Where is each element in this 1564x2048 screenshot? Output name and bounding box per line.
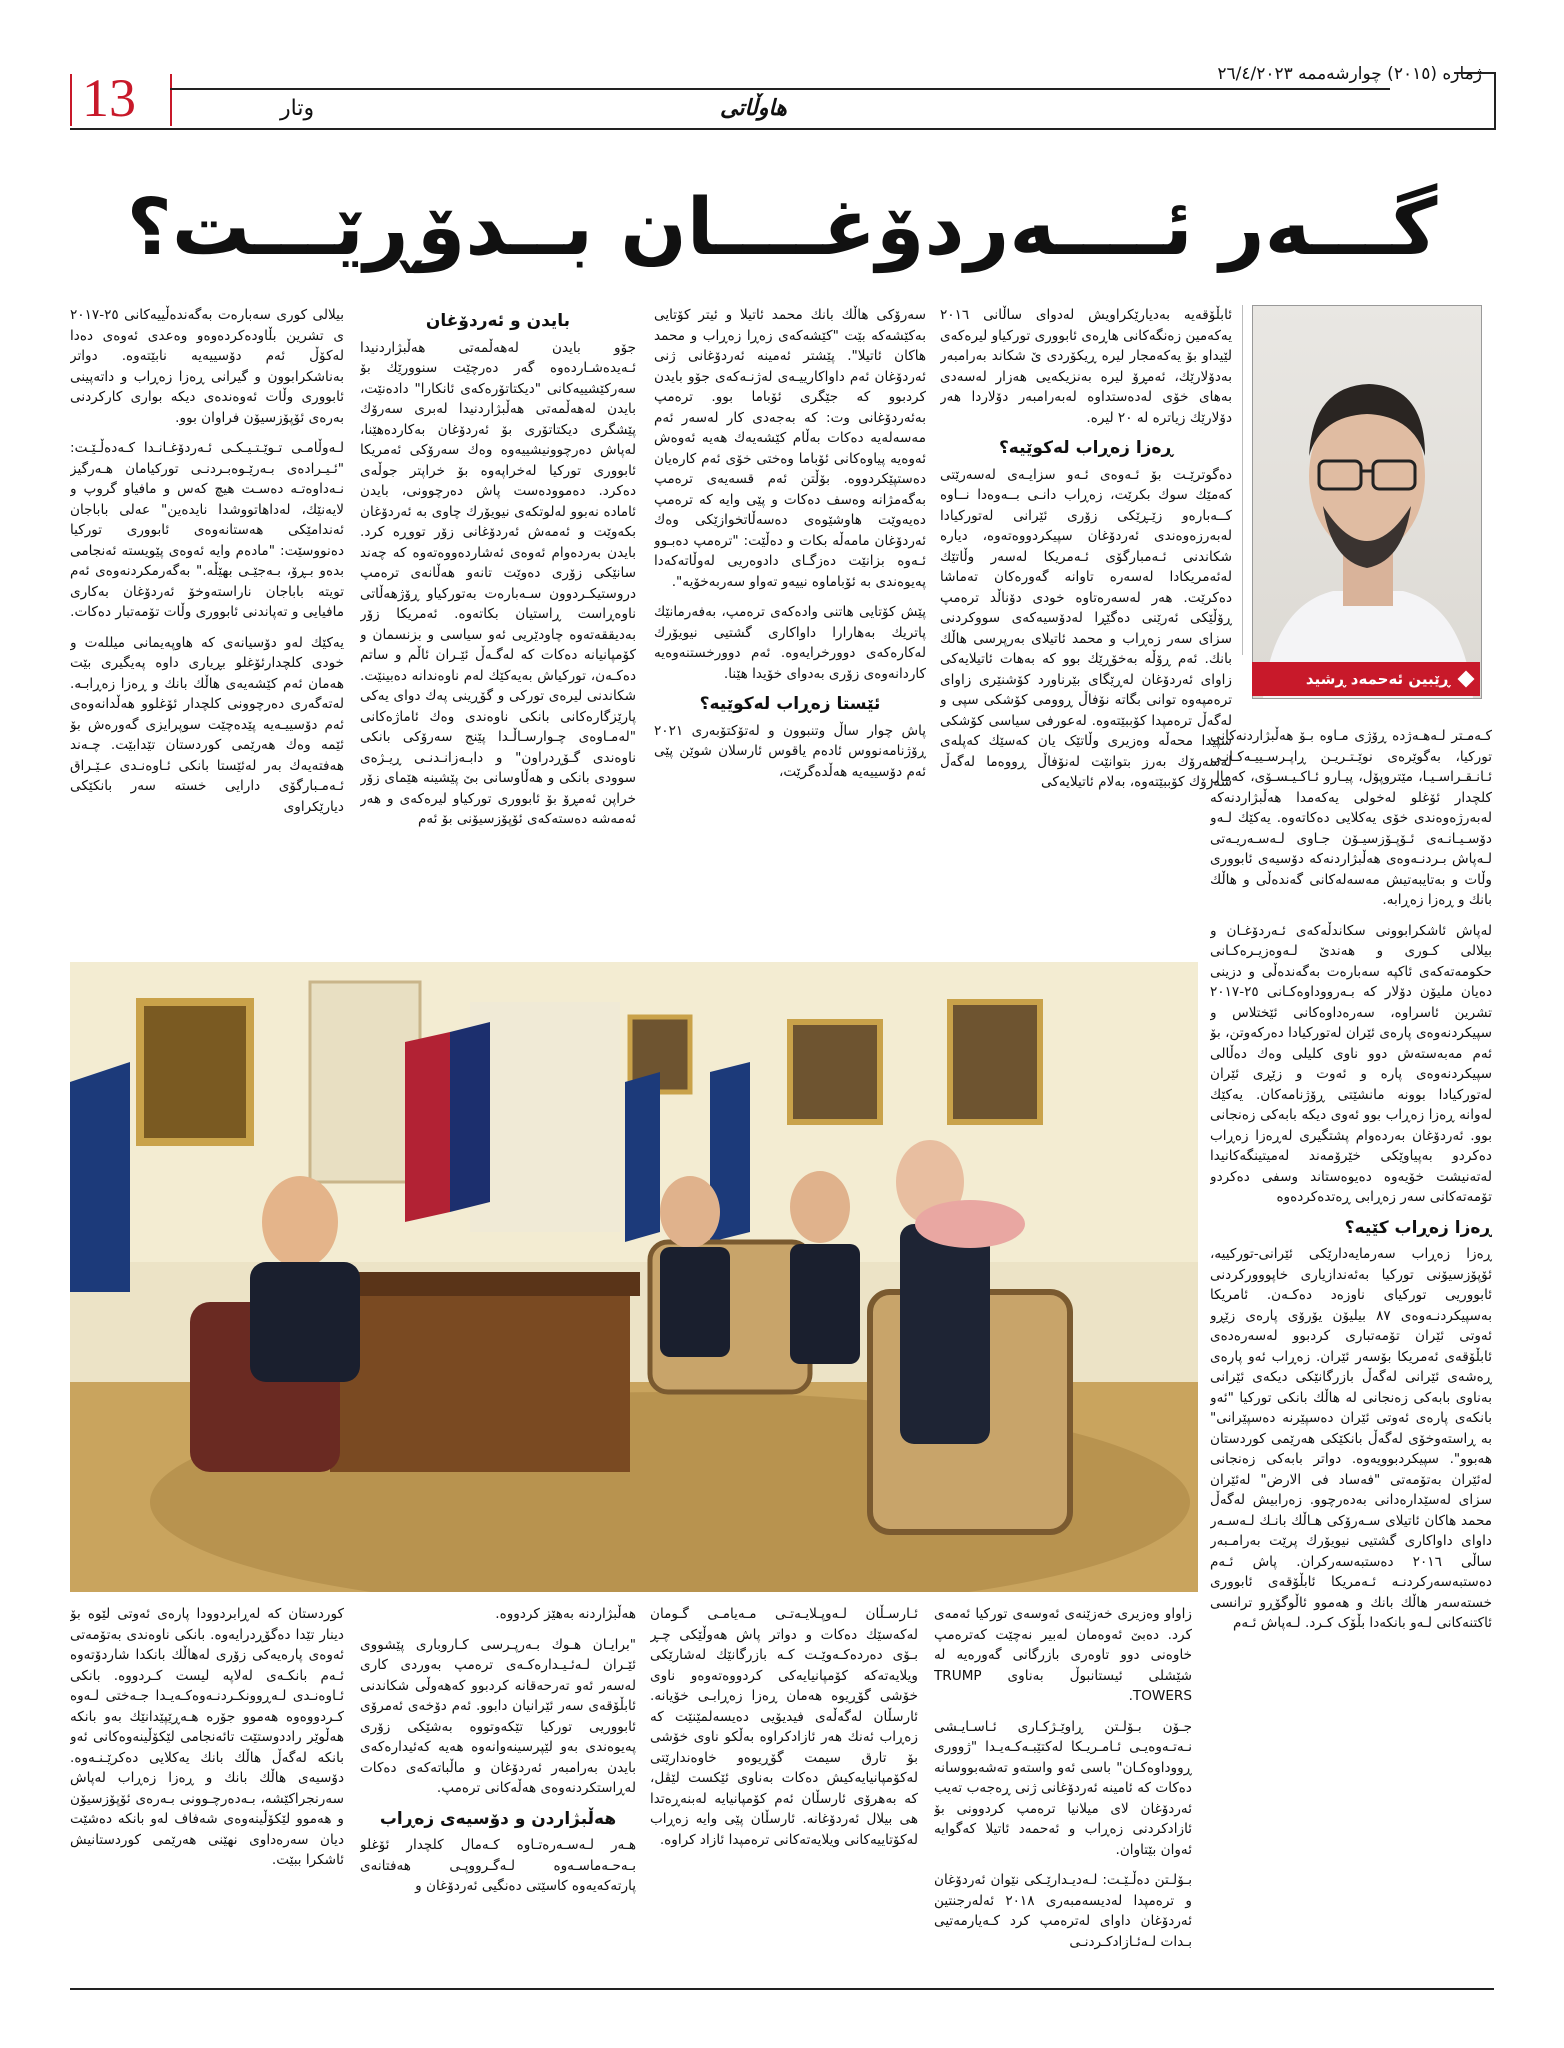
paragraph: "برایـان هـوك بـەرپـرسی کـاروباری پێشووی ئێـران لـەئـیـدارەکـەی ترەمپ بەوردی کاری لەسەر ئەو تەرحەقانە کردبوو کەهەوڵی شکاندنی ئابڵۆقەی سەر ئێرانیان دابوو. ئەم دۆخەی ئەمرۆی ئابووریی تورکیا تێکەوتووە بەشێکی زۆری پەیوەندی بەو لێپرسینەوانەوە هەیە کەئیدارەکەی بایدن بەرامبەر ئەردۆغان و ماڵباتەکەی دەکات لەڕاستکردنەوەی هەڵەکانی ترەمپ. (360, 1636, 636, 1796)
main-photo (70, 962, 1198, 1592)
column-3-lower (650, 1604, 918, 1964)
newspaper-logo: هاوڵاتی (720, 96, 787, 121)
column-right-lower (1210, 726, 1492, 1952)
paragraph: هـەر لـەسـەرەتـاوە کـەمال کلچدار ئۆغلو بـەحـەماسـەوە لـەگـرووپـی هەفتانەی پارتەکەیەوە کاسێتی دەنگیی ئەردۆغان و (360, 1837, 636, 1894)
page-number-divider-right (170, 74, 172, 126)
page-number: 13 (82, 68, 136, 128)
header-bottom-rule (70, 128, 1494, 130)
page-number-divider (70, 74, 72, 126)
paragraph: بـۆلـتن دەڵـێـت: لـەدیـدارێـکی نێوان ئەردۆغان و ترەمپدا لەدیسەمبەری ٢٠١٨ ئەلەرجنتین ئەردۆغان داوای لەترەمپ کرد کـەیارمەتیی بـدات لـەئـازادکـردنـی (934, 1872, 1192, 1950)
author-portrait-icon (1253, 306, 1481, 698)
author-photo (1252, 305, 1482, 699)
paragraph: پێش کۆتایی هاتنی وادەکەی ترەمپ، بەفەرمانێك پاتریك بەهارارا داواکاری گشتیی نیویۆرك لەکارەکەی دوورخرایەوە. ئەم دوورخستنەوەیە کاردانەوەی زۆری بەدوای خۆیدا هێنا. (654, 604, 926, 682)
column-5-lower (70, 1604, 344, 1964)
issue-info: ژمارە (٢٠١٥) چوارشەممە ٢٦/٤/٢٠٢٣ (1217, 64, 1482, 84)
subheading: ڕەزا زەڕاب کێیە؟ (1344, 1217, 1492, 1238)
paragraph: هەڵبژاردنە بەهێز کردووە. (495, 1606, 636, 1622)
column-1-top (940, 305, 1232, 953)
paragraph: دەگوترێـت بۆ ئـەوەی ئـەو سزایـەی لەسەرێتی کەمێك سوك بکرێت، زەڕاب دانـی بــەوەدا نــاوە کــەبارەو زێـڕێکی زۆری ئێرانی لەتورکیادا لەبەرزەوەندی ئەردۆغان سپیکردووەتەوە، دیارە شکاندنی ئـەمبارگۆی ئـەمریکا لەسەر وڵاتێك لەئەمریکادا لەسەرە تاوانە گەورەکان تەماشا دەکرێت. هەر لەسەرەتاوە خودی دۆناڵد ترەمپ ڕۆڵێکی ئەرێنی دەگێڕا لەدۆسیەکەی سووکردنی سزای سەر زەڕاب و محمد ئاتیلای بەرپرسی هاڵك بانك. ئەم ڕۆڵە بەخۆڕێك بوو کە بەهات ئاتیلایەکی زاوای ئەردۆغان لەڕێگای بێرناورد کۆشنێری زاوای ترەمپەوە توانی بگاتە نۆفاڵ ڕوومی کۆشکی سپی و لەگەڵ ترەمپدا کۆببێتەوە. لەعورفی سیاسی کۆشکی سپیدا محەڵە وەزیری وڵاتێک یان کەسێك کەپلەی لەسەرۆك بەرز بتوانێت لەنۆفاڵ ڕووەما لەگەڵ سەرۆك کۆببێتەوە، بەلام ئاتیلایەکی (940, 466, 1232, 790)
subheading: هەڵبژاردن و دۆسیەی زەڕاب (379, 1808, 617, 1829)
paragraph: سەرۆکی هاڵك بانك محمد ئاتیلا و ئیتر کۆتایی بەکێشەکە بێت "کێشەکەی زەڕا زەڕاب و محمد هاکان ئاتیلا". پێشتر ئەمینە ئەردۆغانی ژنی ئەردۆغان ئەم داواکارییـەی لەژنـەکەی جۆو بایدن کردبوو کە جێگری ئۆباما بوو. ترەمپ بەئەردۆغانی وت: کە بەجەدی کار لەسەر ئەم مەسەلەیە دەکات بەڵام کێشەیەك هەیە ئەوەش ئەوەیە پیاوەکانی ئۆباما وەختی خۆی ئەم کارەیان دەستپێکردووە. بۆڵتن ئەم قسەیەی ترەمپ بەگەمژانە وەسف دەکات و پێی وایە کە ترەمپ دەیەوێت هاوشێوەی دەسەڵاتخوازێکی وەك ئەردۆغان مامەڵە بکات و دەڵێت: "ترەمپ دەبـوو ئـەوە بزانێت دەزگـای دادوەریی لەوڵاتەکەدا پەیوەندی بە ئۆباماوە نییەو تەواو سەربەخۆیە". (654, 307, 926, 590)
paragraph: ئـارسـڵان لـەوپـلایـەتـی مـەیامـی گـومان لەکەسێك دەکات و دواتر پاش هەوڵێکی چـڕ بـۆی دەردەکـەوێـت کـە بازرگانێك لەشارێکی ویلایەتەکە کۆمپانیایەکی کردووەتەوەو ناوی خۆشی گۆڕیوە هەمان ڕەزا زەڕابـی خۆیانە. ئارسڵان لەگەڵەی فیدیۆیی دەیسەلمێنێت کە زەڕاب ئەنك هەر ئازادکراوە بەڵکو ناوی خۆشی بۆ تارق سیمت گۆڕیوەو خاوەندارێتی لەکۆمپانیایەکیش دەکات بەناوی ئێکست لێڤل، کە بەهرۆی ئارسڵان ئەم کۆمپانیایە لەبنەڕەتدا هی بیلال ئەردۆغانە. ئارسڵان پێی وایە زەڕاب لەکۆتاییەکانی ویلایەتەکانی ترەمپدا ئازاد کراوە. (650, 1606, 918, 1848)
author-name: ڕێبین ئەحمەد ڕشید (1305, 670, 1450, 688)
section-label: وتار (280, 96, 315, 121)
paragraph: جۆو بایدن لەهەڵمەتی هەڵبژاردنیدا ئـەیدەشـاردەوە گەر دەرچێت سنوورێك بۆ سەرکێشییەکانی "دیکتاتۆرەکەی ئانکارا" دادەنێت، بایدن لەهەڵمەتی هەڵبژاردنیدا لەبری سەرۆك پێشگری دیکتاتۆری بۆ ئەردۆغان بەکاردەهێنا، لەپاش دەرچوونیشییەوە وەك سەرۆکی ئەمریکا ئابووری تورکیا لەخراپەوە بۆ خراپتر جوڵەی دەکرد. دەموودەست پاش دەرچوونی، بایدن ئامادە نەبوو لەلوتکەی نیویۆرك چاوی بە ئەردۆغان بکەوێت و ئەمەش ئەردۆغانی زۆر تووڕە کرد. بایدن بەردەوام ئەوەی ئەشاردەووەتەوە کە چەند سانێکی زۆری دەوێت تانەو هەڵانەی ترەمپ دروستیکـردوون سـەبارەت بەتورکیاو ڕۆژهەڵاتی ناوەڕاست ڕاستیان بکاتەوە. ئەمریکا زۆر بەدیققەتەوە چاودێریی ئەو سیاسی و بزنسمان و کۆمپانیانە دەکات کە لەگـەڵ ئێـران ئاڵم و ساتم دەکـەن، تورکیاش بەیەکێك لەم ناوەندانە دەبینێت. شکاندنی لیرەی تورکی و گۆڕینی پەك دوای یەکی پارێزگارەکانی بانکی ناوەندی وەك ئاماژەکانی "لەمـاوەی چـوارسـاڵـدا پێنج سەرۆکی بانکی ناوەندی گـۆڕدراون" و دابـەزانـدنـی ڕیـژەی سوودی بانکی و هەڵاوسانی بێ پێشینە هێمای زۆر خراپن ئەمڕۆ بۆ ئابووری تورکیاو لیرەکەی و هەر ئەمەشە دەستەکەی ئۆپۆزسیۆنی بۆ ئەم (360, 339, 636, 827)
paragraph: زاواو وەزیری خەزێنەی ئەوسەی تورکیا ئەمەی کرد. دەبێ ئەوەمان لەبیر نەچێت کەترەمپ خاوەنی دوو تاوەری بازرگانی گەورەیە لە شێشلی ئیستانبوڵ بەناوی TRUMP TOWERS. (934, 1606, 1192, 1704)
paragraph: پاش چوار ساڵ وتنبوون و لەتۆکتۆبەری ٢٠٢١ ڕۆژنامەنووس ئادەم یاقوس ئارسلان شوێن پێی ئەم دۆسییەیە هەڵدەگرێت، (654, 722, 926, 780)
subheading: ئێستا زەڕاب لەکوێیە؟ (699, 694, 881, 714)
footer-rule (70, 1988, 1494, 1990)
headline: گـــەر ئــــەردۆغــــان بــدۆڕێـــت؟ (126, 183, 1438, 273)
column-divider (1242, 305, 1243, 655)
column-2-lower (934, 1604, 1192, 1964)
paragraph: بیلالی کوری سەبارەت بەگەندەڵییەکانی ٢٥-٢٠١٧ ی تشرین بڵاودەکردەوەو وەعدی ئەوەی دەدا لەکۆڵ ئەم دۆسییەیە نابێتەوە. دواتر بەناشکرابوون و گیرانی ڕەزا زەڕاب و داتەپینی ئابووری وڵات ئەوەندەی دیکە بواری کارکردنی بەرەی ئۆپۆزسیۆن فراوان بوو. (70, 307, 344, 426)
paragraph: یەکێك لەو دۆسیانەی کە هاوپەیمانی میللەت و خودی کلچدارئۆغلو بڕیاری داوە پەیگیری بێت هەمان ئەم کێشەیەی هاڵك بانك و ڕەزا زەڕابـە. لەتەگەری دەرچوونی کلچدار ئۆغلوو هەڵدانەوەی ئەم دۆسییـەیە پێدەچێت سوپرایزی گەورەش بۆ ئێمە وەك هەرێمی کوردستان تێدابێت. چـەند هەفتەیەك بەر لەئێستا بانکی ئـاوەنـدی عـێـراق ئـەمـبارگۆی دارایی خستە سەر بانکێکی دیارێکراوی (70, 634, 344, 815)
paragraph: ئابڵۆقەیە بەدیارێکراویش لەدوای ساڵانی ٢٠١٦ یەکەمین زەنگەکانی هاڕەی ئابووری تورکیاو لیرەکەی لێیداو بۆ یەکەمجار لیرە ڕیکۆردی ێ شکاند بەرامبەر بەدۆلارێك، ئەمڕۆ لیرە بەنزیکەیی هەزار لەسەدی بەهای خۆی لەدەستداوە لەبەرامبەر دۆلاردا هەر دۆلارێك زیاترە لە ٢٠ لیرە. (940, 307, 1232, 426)
paragraph: لەپاش ئاشکرابوونی سکاندڵەکەی ئـەردۆغـان و بیلالی کـوری و هەندێ لـەوەزیـرەکـانی حکومەتەکەی ئاکپە سەبارەت بەگەندەڵی و دزینی دەیان ملیۆن دۆلار کە بـەرووداوەکـانی ٢٥-٢٠١٧ تشرین ئاسراوە، سەرەداوەکانی ئێختلاس و سپیکردنەوەی پارەی ئێران لەتورکیادا دەرکەوتن، بۆ ئەم مەبەستەش دوو ناوی کلیلی وەك دەڵالی سپیکردنەوەی پارە و ئەوت و زێڕی ئێران لەتورکیادا بوونە مانشێتی ڕۆژنامەکان. یەکێك لەوانە ڕەزا زەڕاب بوو ئەوی دیکە بابەکی زەنجانی بوو. ئەردۆغان بەردەوام پشتگیری لەڕەزا زەڕاب دەکردو بەپیاوێکی خێرۆمەند لەمیتینگەکانیدا لەتەنیشت خۆیەوە دەیوەستاند وسفی دەکردو تۆمەتەکانی سەر زەڕابی ڕەتدەکردەوە (1210, 922, 1492, 1205)
paragraph: لـەوڵامـی تـوێـتـیـکـی ئـەردۆغـانـدا کـەدەڵـێـت: "ئـیـرادەی بـەرێـوەبـردنـی تورکیامان هـەرگیز نـەداوەتـە دەسـت هیچ کەس و مافیاو گروپ و لایەنێك، لەداهاتووشدا نایدەین" عەلی باباجان ئەندامێکی هەستانەوەی ئابووری تورکیا دەنووسێت: "مادەم وایە ئەوەی پێویستە ئەنجامی بدەو بـڕۆ، بـەجێـی بهێڵە." بەگەرمکردنەوەی ئەم تویتە باباجان ناراستەوخۆ ئەردۆغان بەکاری مافیایی و تەپاندنی ئابووری وڵات تۆمەتبار دەکات. (70, 440, 344, 620)
paragraph: جـۆن بـۆلـتن ڕاوێـژکـاری ئـاسـایـشی نـەتـەوەیـی ئـامـریـکا لەکتێبـەکـەیـدا "ژووری ڕووداوەکـان" باسی ئەو واستەو تەشەبووسانە دەکات کە ئامینە ئەردۆغانی ژنی ڕەجەب تەیب ئەردۆغان لای میلانیا ترەمپ کردوونی بۆ ئازادکردنی زەڕاب و ئەحمەد ئاتیلا کەگوایە ئەوان بێتاوان. (934, 1718, 1192, 1858)
paragraph: کوردستان کە لەڕابردوودا پارەی ئەوتی لێوە بۆ دینار تێدا دەگۆڕدرایەوە. بانکی ناوەندی بەتۆمەتی ئەوەی پارەیەکی زۆری لەهاڵك بانکدا شاردۆتەوە ئـەم بانکـەی لەلاپە لیست کـردووە. بانکی ئـاوەنـدی لـەڕوونکـردنـەوەکـەیـدا جـەختی لـەوە کـردووەوە هەموو جۆرە هـەڕێپێدانێك بەو بانکە هەڵوێر راددوستێت تائەنجامی لێکۆڵینەوەکانی ئەو بانکە لەگەڵ هاڵك بانك یەکلایی دەکرێـنـەوە. دۆسیەی هاڵك بانك و ڕەزا زەڕاب لەپاش سەرنجراکێشە، بـەدەرچـوونی بـەرەی ئۆپۆزسیۆن و هەموو لێکۆڵینەوەی شەفاف لەو بانکە دەشێت دیان سەرەداوی نهێنی هەرێمی کوردستانیش ئاشکرا ببێت. (70, 1606, 344, 1868)
column-4-lower (360, 1604, 636, 1964)
header-top-rule (170, 88, 1390, 90)
subheading: ڕەزا زەڕاب لەکوێیە؟ (998, 438, 1174, 458)
oval-office-photo-icon (70, 962, 1198, 1592)
paragraph: کـەمـتر لـەهـەژدە ڕۆژی مـاوە بـۆ هەڵبژاردنەکانی تورکیا، بەگوێرەی نوێـتـریـن ڕاپـرسـییـەکـانـی ئـانـقـراسـیـا، مێتروپۆل، پیـارو ئـاکـیـسـۆی، کەمال کلچدار ئۆغلو لەخولی یەکەمدا هەڵبژاردنەکە لەبەرژەوەندی خۆی یەکلایی دەکاتەوە. یەکێك لـەو دۆسـیـانـەی ئـۆپـۆزسیـۆن جـاوی لـەسـەریـەتی لـەپاش بـردنـەوەی هەڵبژاردنەکە دۆسیەی ئابووری وڵات و بەتایبەتیش مەسەلەکانی گەندەڵی و هاڵك بانك و ڕەزا زەڕابە. (1210, 728, 1492, 908)
author-name-bar (1252, 662, 1480, 696)
diamond-icon (1458, 671, 1475, 688)
column-4-top (70, 305, 344, 953)
column-3-top (360, 305, 636, 953)
subheading: بایدن و ئەردۆغان (425, 311, 571, 331)
header-bracket-right (1454, 72, 1496, 130)
column-2-top (654, 305, 926, 953)
paragraph: ڕەزا زەڕاب سەرمایەدارێکی ئێرانی-تورکییە، ئۆپۆزسیۆنی تورکیا بەئەندازیاری خاپووورکردنی ئابووریی تورکیای ناوزەد دەکـەن. ئامریکا بەسپیکردنـەوەی ٨٧ بیلیۆن یۆرۆی پارەی زێڕو ئەوتی ئێران تۆمەتباری کردبوو لەسەرەدەی ئابڵۆقەی ئەمریکا بۆسەر ئێران. زەڕاب ئەو پارەی ڕەشەی ئێرانی لەگەڵ بازرگانێکی دیکەی ئێرانی بەناوی بابەکی زەنجانی لە هاڵك بانکی تورکیا "ئەو بانکەی پارەی ئەوتی ئێران دەسپێرنە دەسپێرانی" بە ڕاستەوخۆی لەگەڵ بانکێکی هەرێمی کوردستان هەبوو". سپیکردبوویەوە. دواتر بابەکی زەنجانی لەئێران بەتۆمەتی "فەساد فی الارض" لەئێران سزای لەسێدارەدانی بەدەرچوو. زەرابیش لەگەڵ محمد هاکان ئاتیلای سـەرۆکی هـاڵك بانـك لـەسـەر داوای داواکاری گشتیی نیویۆرك پرێت بەرامـبەر ساڵی ٢٠١٦ دەستبەسەرکران. پاش ئـەم دەستبەسەرکردنـە ئـەمریکا ئابڵۆقەی ئابووری خستەسەر هاڵك بانك و هەموو ئاڵوگۆڕو ترانسی ئاکتنەکانی لـەو بانکەدا بڵۆک کـرد. لـەپاش ئـەم (1210, 1246, 1492, 1631)
